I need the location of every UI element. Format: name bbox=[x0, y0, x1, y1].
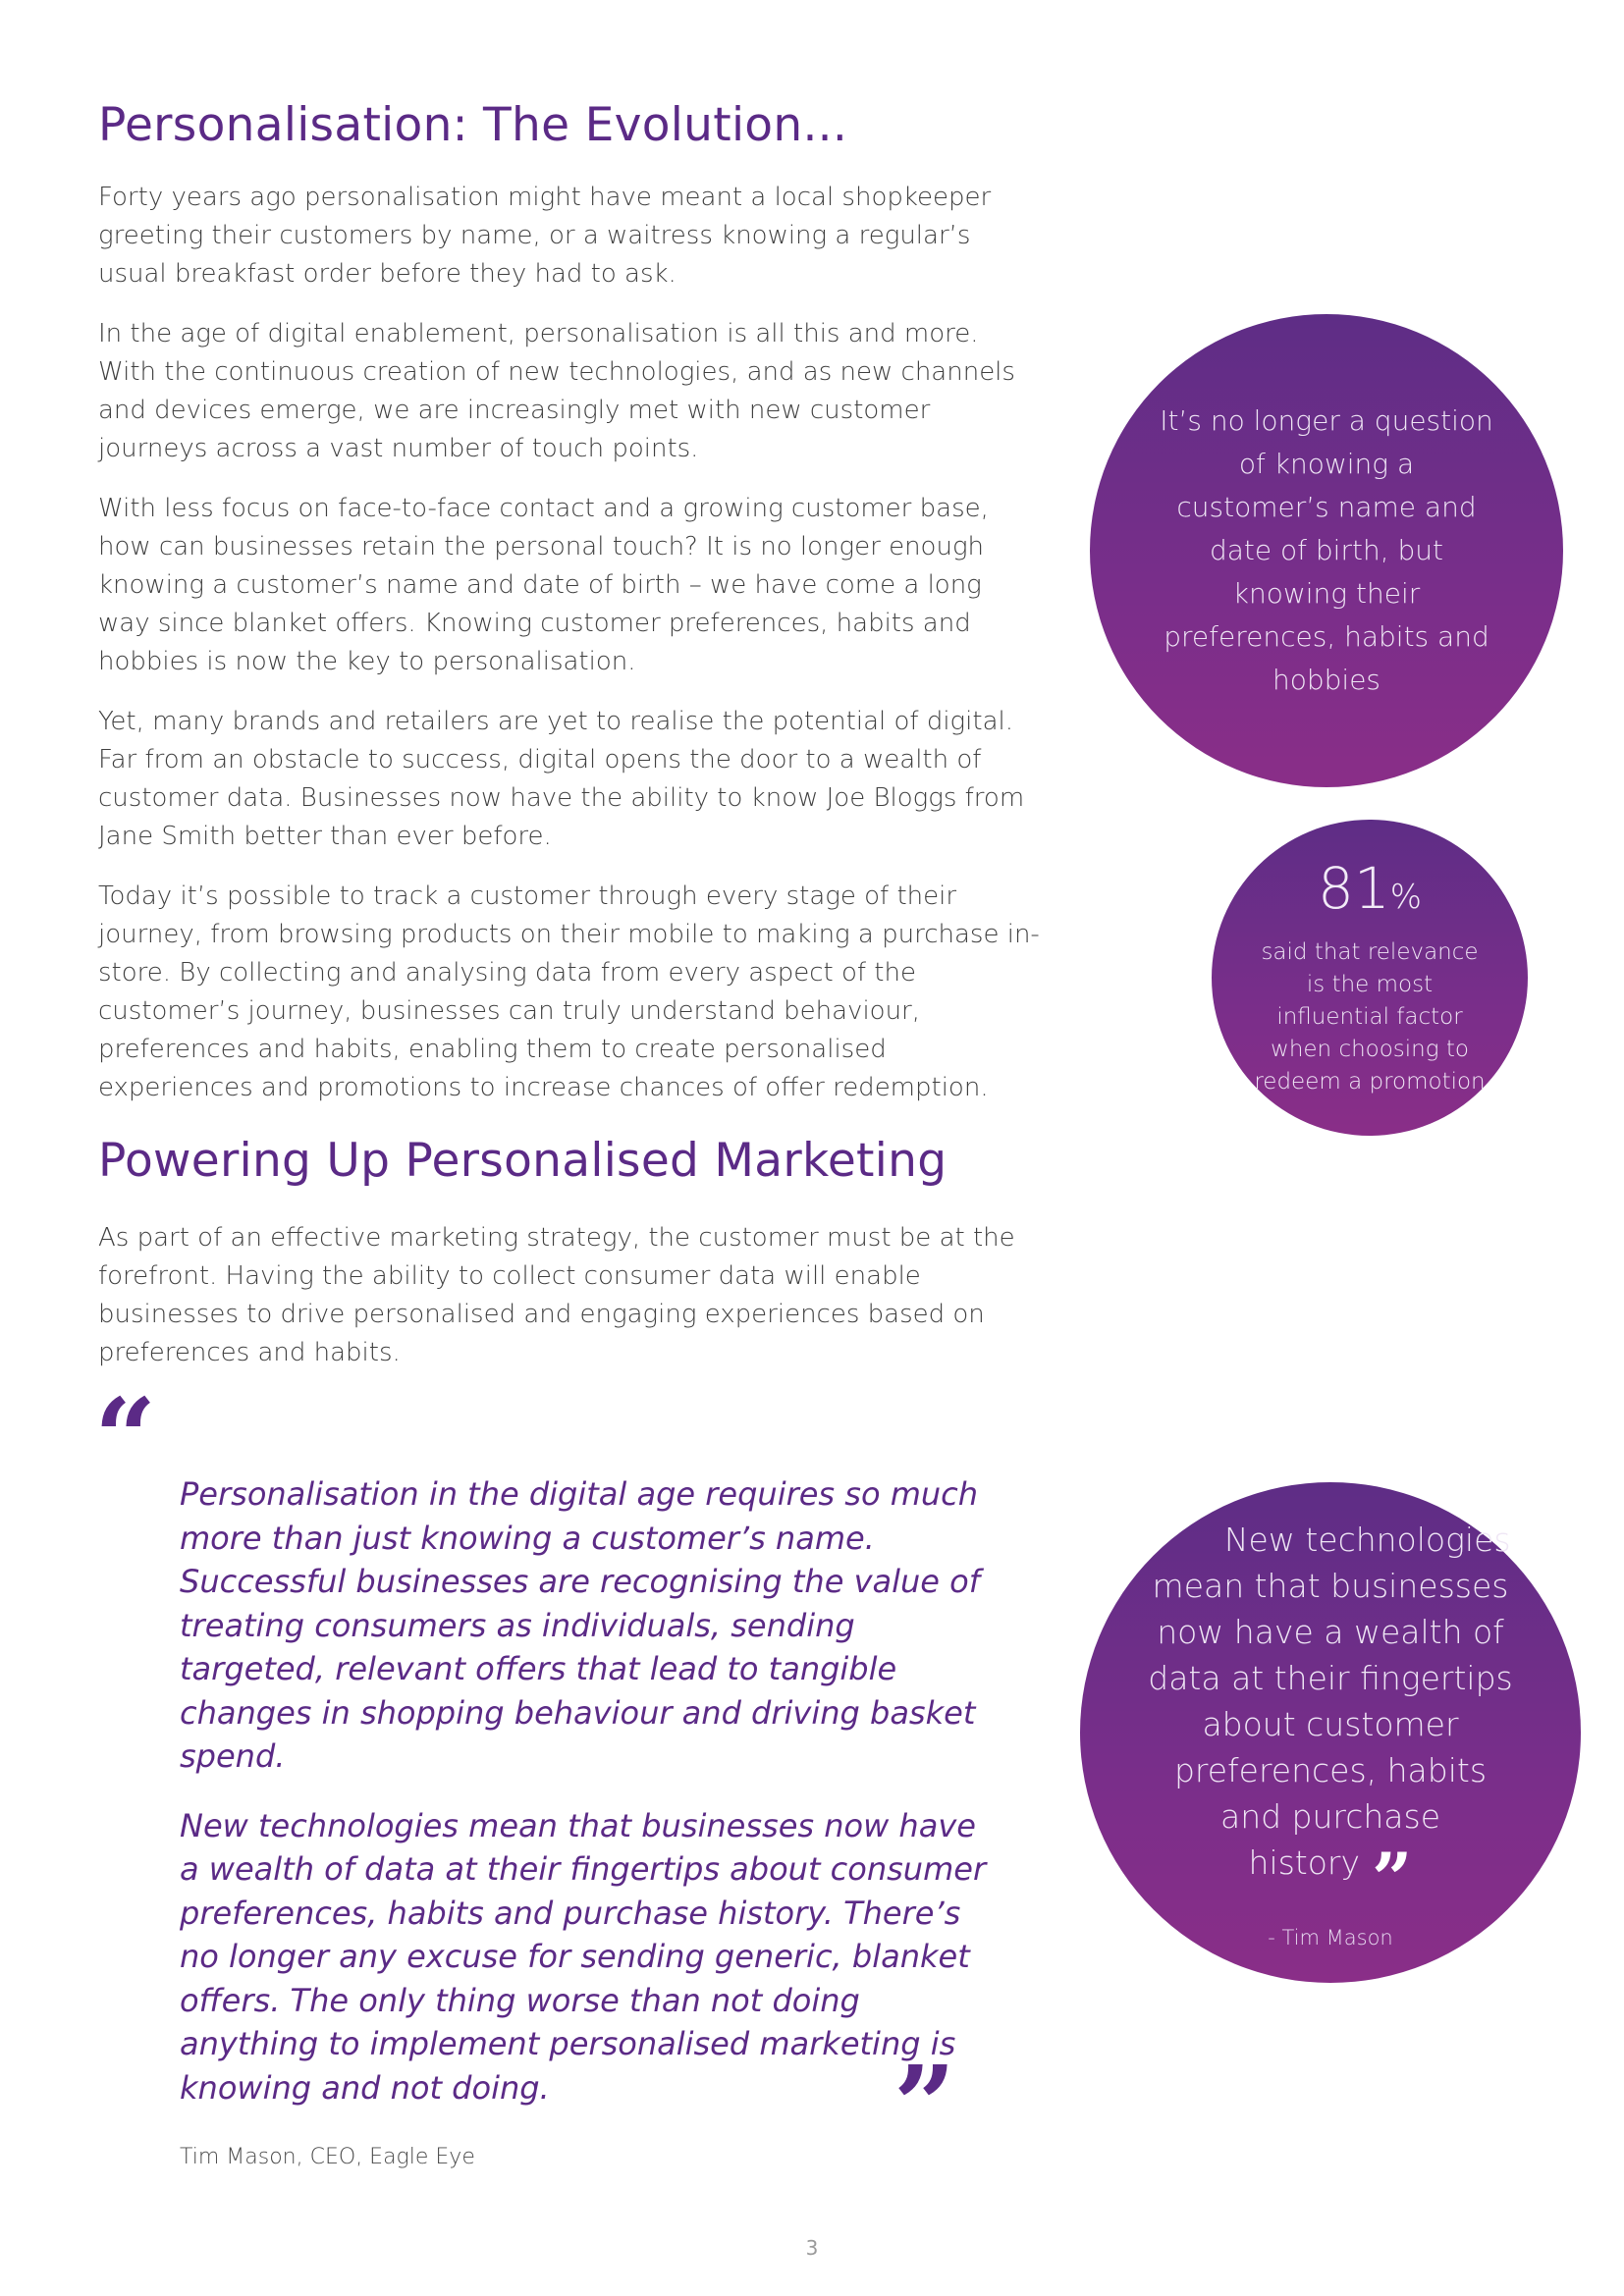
section-evolution-body bbox=[98, 179, 1041, 1129]
pull-quote-paragraph: Personalisation in the digital age requires so much more than just knowing a customer’s name. Successful businesses are recognising the value of treating consumers as individuals, sending targeted, relevant offers that lead to tangible changes in shopping behaviour and driving basket spend. bbox=[180, 1475, 980, 1775]
callout-text: It’s no longer a question of knowing a customer’s name and date of birth, but knowing their preferences, habits and hobbies bbox=[1160, 404, 1493, 696]
section-powering-up-body bbox=[98, 1219, 1041, 1394]
statistic-unit: % bbox=[1389, 878, 1423, 917]
open-quote-icon: “ bbox=[94, 1374, 157, 1501]
statistic-number: 81 bbox=[1317, 855, 1390, 922]
callout-circle-statistic bbox=[1212, 820, 1528, 1136]
body-paragraph: With less focus on face-to-face contact and a growing customer base, how can businesses retain the personal touch? It is no longer enough knowing a customer’s name and date of birth – we have come a long way since blanket offers. Knowing customer preferences, habits and hobbies is now the key to personalisation. bbox=[98, 494, 989, 676]
callout-quote-source: - Tim Mason bbox=[1268, 1925, 1393, 1949]
body-paragraph: As part of an effective marketing strategy, the customer must be at the forefront. Having the ability to collect consumer data will enable businesses to drive personalised and engaging experiences based on preferences and habits. bbox=[98, 1223, 1015, 1367]
callout-circle-preferences bbox=[1090, 314, 1563, 787]
statistic-value bbox=[1318, 857, 1422, 929]
pull-quote-paragraph: New technologies mean that businesses now have a wealth of data at their fingertips about consumer preferences, habits and purchase history. There’s no longer any excuse for sending generic, blanket offers. The only thing worse than not doing anything to implement personalised marketing is knowing and not doing. bbox=[180, 1806, 987, 2107]
statistic-caption: said that relevance is the most influential factor when choosing to redeem a promotion bbox=[1254, 939, 1486, 1095]
callout-quote-text: New technologies mean that businesses now have a wealth of data at their fingertips about customer preferences, habits and purchase history bbox=[1148, 1520, 1513, 1882]
section-title-powering-up: Powering Up Personalised Marketing bbox=[98, 1134, 947, 1188]
section-title-evolution: Personalisation: The Evolution... bbox=[98, 98, 848, 152]
callout-quote bbox=[1139, 1497, 1522, 1920]
pull-quote bbox=[180, 1472, 1004, 2135]
body-paragraph: Today it’s possible to track a customer through every stage of their journey, from browsing products on their mobile to making a purchase in-store. By collecting and analysing data from every aspect of the customer’s journey, businesses can truly understand behaviour, preferences and habits, enabling them to create personalised experiences and promotions to increase chances of offer redemption. bbox=[98, 881, 1040, 1102]
open-quote-icon: “ bbox=[1150, 1497, 1191, 1581]
close-quote-icon: ” bbox=[893, 2042, 956, 2168]
body-paragraph: Yet, many brands and retailers are yet to realise the potential of digital. Far from an obstacle to success, digital opens the door to a wealth of customer data. Businesses now have the ability to know Joe Bloggs from Jane Smith better than ever before. bbox=[98, 707, 1025, 851]
quote-attribution: Tim Mason, CEO, Eagle Eye bbox=[180, 2145, 475, 2169]
body-paragraph: Forty years ago personalisation might have meant a local shopkeeper greeting their customers by name, or a waitress knowing a regular’s usual breakfast order before they had to ask. bbox=[98, 183, 992, 289]
body-paragraph: In the age of digital enablement, personalisation is all this and more. With the continuous creation of new technologies, and as new channels and devices emerge, we are increasingly met with new customer journeys across a vast number of touch points. bbox=[98, 319, 1015, 463]
callout-circle-quote bbox=[1080, 1482, 1581, 1983]
page-number: 3 bbox=[805, 2236, 819, 2260]
close-quote-icon: ” bbox=[1372, 1836, 1413, 1920]
